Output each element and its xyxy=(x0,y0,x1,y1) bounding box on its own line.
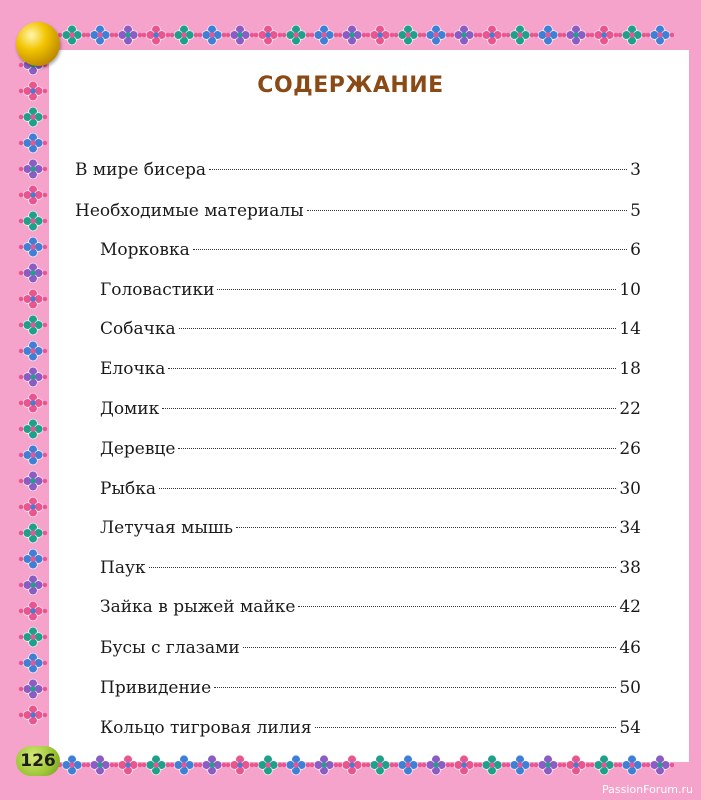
toc-entry-page: 34 xyxy=(619,518,641,538)
toc-entry-page: 38 xyxy=(619,558,641,578)
toc-entry-page: 6 xyxy=(630,240,641,260)
dot-leader xyxy=(179,328,617,329)
toc-entry-page: 54 xyxy=(619,718,641,738)
toc-entry[interactable] xyxy=(100,278,641,302)
dot-leader xyxy=(162,408,616,409)
toc-entry-label: Головастики xyxy=(100,280,215,300)
toc-entry-label: Необходимые материалы xyxy=(75,201,304,221)
toc-entry[interactable] xyxy=(100,437,641,461)
page-title: СОДЕРЖАНИЕ xyxy=(257,73,444,98)
dot-leader xyxy=(178,448,616,449)
toc-entry-label: Летучая мышь xyxy=(100,518,233,538)
toc-entry-label: Кольцо тигровая лилия xyxy=(100,718,312,738)
toc-entry[interactable] xyxy=(100,516,641,540)
toc-entry[interactable] xyxy=(75,158,641,182)
dot-leader xyxy=(193,249,627,250)
dot-leader xyxy=(298,606,616,607)
dot-leader xyxy=(243,647,617,648)
toc-entry-label: Зайка в рыжей майке xyxy=(100,597,296,617)
toc-entry-label: Собачка xyxy=(100,319,176,339)
toc-entry[interactable] xyxy=(100,716,641,740)
toc-entry-label: В мире бисера xyxy=(75,160,206,180)
toc-entry-label: Елочка xyxy=(100,359,166,379)
toc-entry[interactable] xyxy=(100,636,641,660)
dot-leader xyxy=(168,368,616,369)
toc-entry-label: Бусы с глазами xyxy=(100,638,240,658)
toc-entry-page: 3 xyxy=(630,160,641,180)
dot-leader xyxy=(307,210,627,211)
dot-leader xyxy=(214,687,616,688)
toc-entry[interactable] xyxy=(100,397,641,421)
dot-leader xyxy=(209,169,627,170)
toc-entry-page: 50 xyxy=(619,678,641,698)
toc-entry-page: 18 xyxy=(619,359,641,379)
toc-entry-page: 14 xyxy=(619,319,641,339)
dot-leader xyxy=(236,527,616,528)
dot-leader xyxy=(149,567,617,568)
toc-entry-page: 42 xyxy=(619,597,641,617)
dot-leader xyxy=(159,488,616,489)
toc-entry[interactable] xyxy=(100,676,641,700)
toc-entry-label: Домик xyxy=(100,399,160,419)
toc-entry-page: 5 xyxy=(630,201,641,221)
toc-entry[interactable] xyxy=(100,357,641,381)
toc-entry-page: 10 xyxy=(619,280,641,300)
watermark: PassionForum.ru xyxy=(602,783,693,796)
toc-entry-page: 46 xyxy=(619,638,641,658)
toc-entry-label: Паук xyxy=(100,558,146,578)
toc-entry[interactable] xyxy=(100,477,641,501)
toc-entry[interactable] xyxy=(100,595,641,619)
toc-entry-label: Привидение xyxy=(100,678,212,698)
toc-entry-label: Рыбка xyxy=(100,479,156,499)
toc-entry-label: Морковка xyxy=(100,240,190,260)
dot-leader xyxy=(217,289,616,290)
toc-entry[interactable] xyxy=(100,556,641,580)
page-number-badge: 126 xyxy=(16,746,60,776)
toc-entry-page: 26 xyxy=(619,439,641,459)
toc-entry[interactable] xyxy=(100,238,641,262)
dot-leader xyxy=(315,727,617,728)
toc-entry-page: 22 xyxy=(619,399,641,419)
toc-entry[interactable] xyxy=(75,199,641,223)
toc-entry-page: 30 xyxy=(619,479,641,499)
toc-entry-label: Деревце xyxy=(100,439,176,459)
toc-entry[interactable] xyxy=(100,317,641,341)
